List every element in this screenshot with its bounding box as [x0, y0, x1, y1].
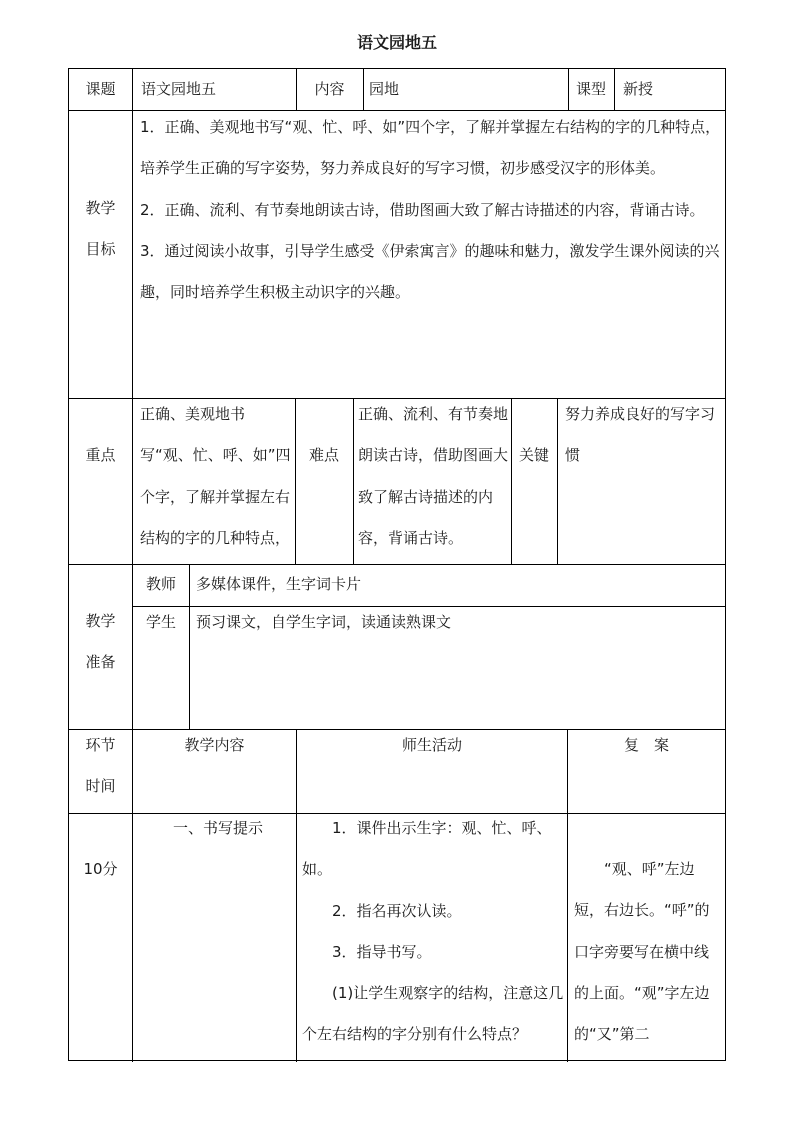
col-divider [189, 564, 190, 729]
col-divider [614, 69, 615, 110]
section-activities [302, 808, 564, 1056]
nandian-label: 难点 [308, 446, 339, 464]
document-title: 语文园地五 [356, 33, 437, 52]
objectives-label-2: 目标 [85, 240, 116, 258]
huanjie-label-1: 环节 [85, 736, 116, 754]
activity-item: 2．指名再次认读。 [332, 901, 462, 920]
preparation-label-1: 教学 [85, 612, 116, 630]
lesson-plan-table [68, 68, 726, 1061]
objective-item: 3．通过阅读小故事，引导学生感受《伊索寓言》的趣味和魅力，激发学生课外阅读的兴趣，同时培养学生积极主动识字的兴趣。 [140, 241, 720, 302]
section-time: 10分 [83, 860, 118, 878]
student-text: 预习课文，自学生字词，读通读熟课文 [196, 613, 452, 631]
kexing-value: 新授 [623, 80, 654, 98]
content-heading: 教学内容 [184, 736, 245, 754]
neirong-label: 内容 [314, 80, 345, 98]
activity-heading: 师生活动 [401, 736, 462, 754]
guanjian-text: 努力养成良好的写字习惯 [565, 405, 716, 465]
zhongdian-label: 重点 [85, 446, 116, 464]
zhongdian-text: 正确、美观地书写“观、忙、呼、如”四个字，了解并掌握左右结构的字的几种特点， [140, 405, 291, 547]
keti-value: 语文园地五 [141, 80, 217, 98]
kexing-label: 课型 [575, 80, 606, 98]
col-divider [296, 729, 297, 1062]
objective-item: 2．正确、流利、有节奏地朗读古诗，借助图画大致了解古诗描述的内容，背诵古诗。 [140, 200, 705, 219]
activity-item: (1)让学生观察字的结构，注意这几个左右结构的字分别有什么特点？ [302, 984, 564, 1044]
col-divider [295, 398, 296, 564]
section-content: 一、书写提示 [173, 819, 264, 837]
col-divider [363, 69, 364, 110]
teacher-text: 多媒体课件，生字词卡片 [196, 575, 362, 593]
student-label: 学生 [145, 613, 176, 631]
neirong-value: 园地 [369, 80, 400, 98]
col-divider [567, 729, 568, 1062]
keti-label: 课题 [85, 80, 116, 98]
objectives-label-1: 教学 [85, 199, 116, 217]
activity-item: 3．指导书写。 [332, 942, 432, 961]
col-divider [353, 398, 354, 564]
huanjie-label-2: 时间 [85, 777, 116, 795]
col-divider [557, 398, 558, 564]
teacher-label: 教师 [145, 575, 176, 593]
objectives-text [140, 107, 722, 313]
col-divider [511, 398, 512, 564]
guanjian-label: 关键 [518, 446, 549, 464]
objective-item: 1．正确、美观地书写“观、忙、呼、如”四个字，了解并掌握左右结构的字的几种特点，培养学生正确的写字姿势，努力养成良好的写字习惯，初步感受汉字的形体美。 [140, 118, 721, 178]
activity-item: 1．课件出示生字：观、忙、呼、如。 [302, 819, 552, 879]
review-heading: 复 案 [623, 736, 669, 754]
section-review: “观、呼”左边短，右边长。“呼”的口字旁要写在横中线的上面。“观”字左边的“又”第二 [574, 860, 710, 1044]
nandian-text: 正确、流利、有节奏地朗读古诗，借助图画大致了解古诗描述的内容，背诵古诗。 [358, 405, 509, 547]
preparation-label-2: 准备 [85, 653, 116, 671]
